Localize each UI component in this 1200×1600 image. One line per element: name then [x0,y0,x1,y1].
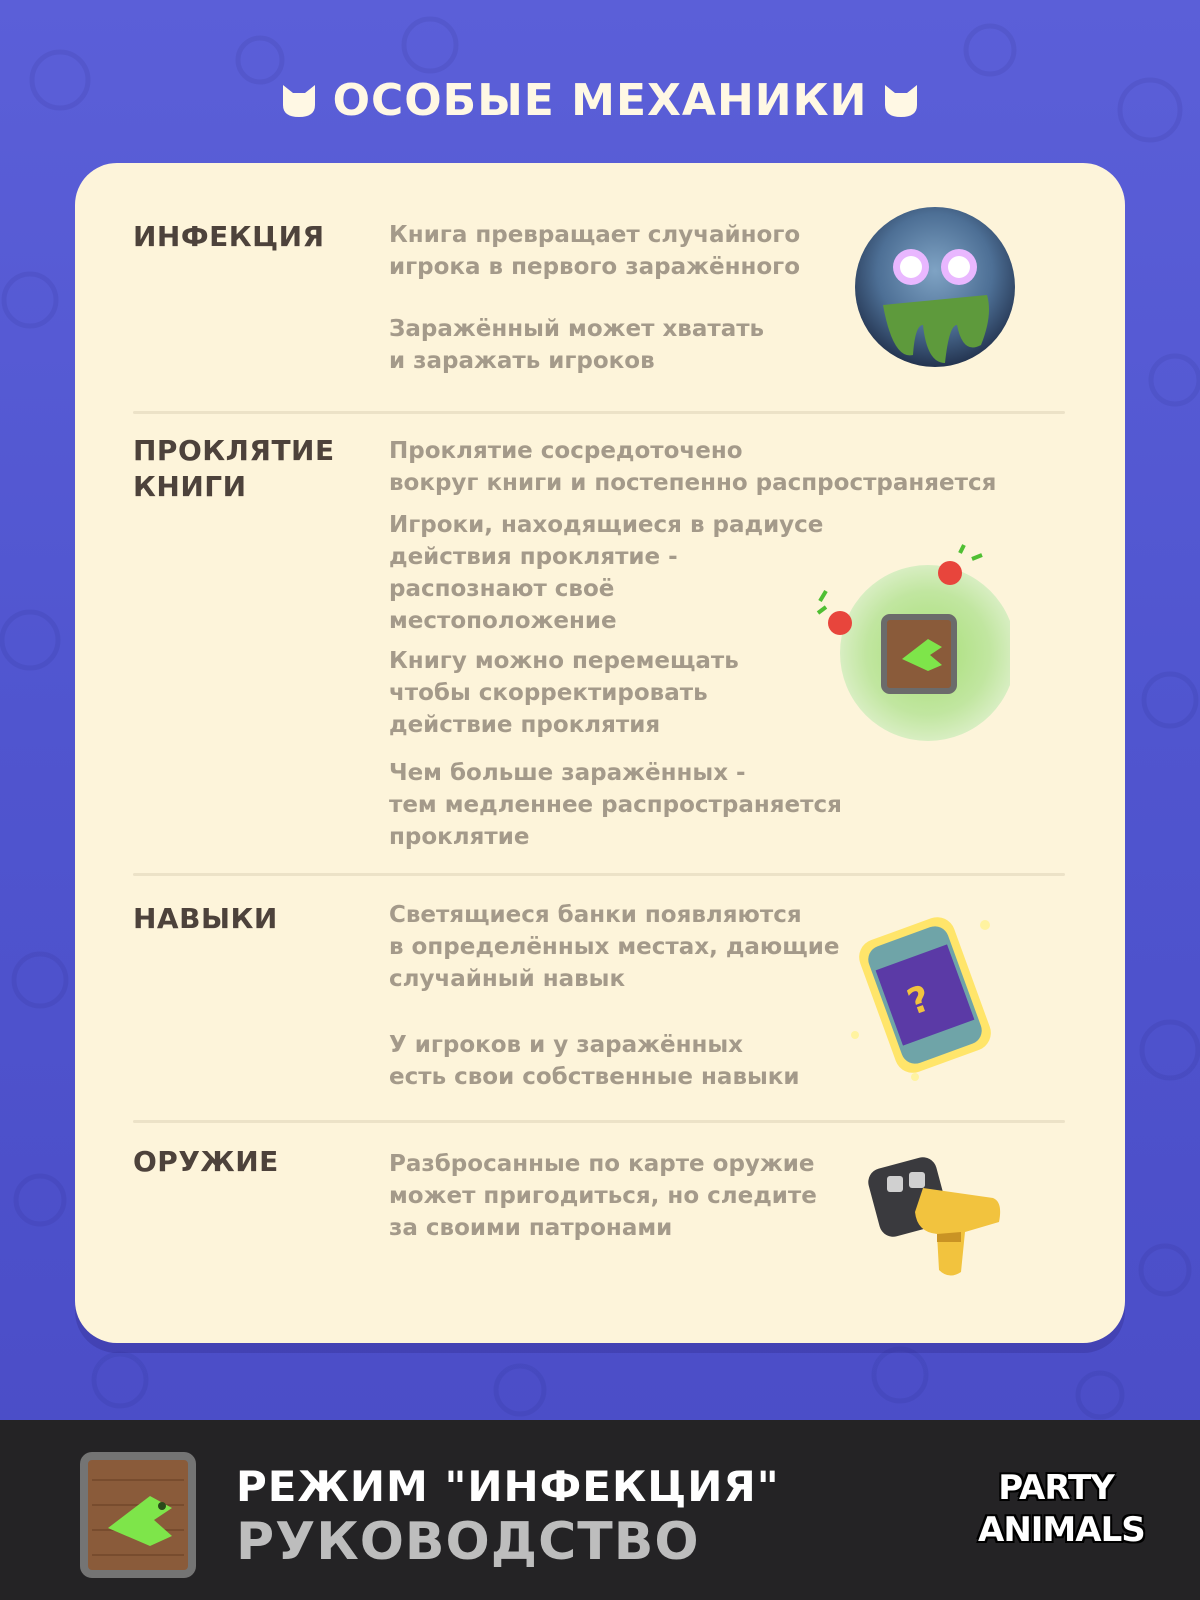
party-animals-logo [978,1462,1145,1560]
logo-line: ANIMALS [978,1510,1145,1550]
section-paragraph: Разбросанные по карте оружие может пригодиться, но следите за своими патронами [389,1151,817,1241]
section-skills [75,875,1125,1120]
section-title: НАВЫКИ [133,902,278,935]
section-paragraph: Книгу можно перемещать чтобы скорректировать действие проклятия [389,648,739,738]
section-title: ИНФЕКЦИЯ [133,220,325,253]
section-weapons [75,1122,1125,1322]
guide-subtitle: РУКОВОДСТВО [236,1512,700,1572]
section-paragraph: Проклятие сосредоточено вокруг книги и постепенно распространяется [389,438,997,496]
toy-gun-icon [853,1142,1013,1282]
mechanics-card [75,163,1125,1343]
section-title: ОРУЖИЕ [133,1145,279,1178]
page-title: ОСОБЫЕ МЕХАНИКИ [332,74,868,126]
section-paragraph: Светящиеся банки появляются в определённых местах, дающие случайный навык [389,902,840,992]
footer-bar [0,1420,1200,1600]
glowing-can-icon [845,905,1005,1085]
section-title: ПРОКЛЯТИЕ КНИГИ [133,434,335,503]
section-paragraph: Заражённый может хватать и заражать игроков [389,316,765,374]
page-header [0,70,1200,130]
section-book-curse [75,413,1125,873]
svg-text:?: ? [902,978,936,1024]
section-infection [75,163,1125,413]
cursed-book-radius-icon [810,543,1010,743]
section-paragraph: Чем больше заражённых - тем медленнее распространяется проклятие [389,760,842,850]
section-paragraph: Игроки, находящиеся в радиусе действия проклятие - распознают своё местоположение [389,512,824,634]
section-paragraph: У игроков и у заражённых есть свои собственные навыки [389,1032,800,1090]
cursed-book-icon [78,1450,198,1580]
section-paragraph: Книга превращает случайного игрока в первого заражённого [389,222,801,280]
mode-title: РЕЖИМ "ИНФЕКЦИЯ" [236,1462,780,1511]
logo-line: PARTY [998,1468,1114,1508]
cat-face-icon [279,81,319,119]
cat-face-icon [881,81,921,119]
infected-octopus-icon [853,195,1017,367]
